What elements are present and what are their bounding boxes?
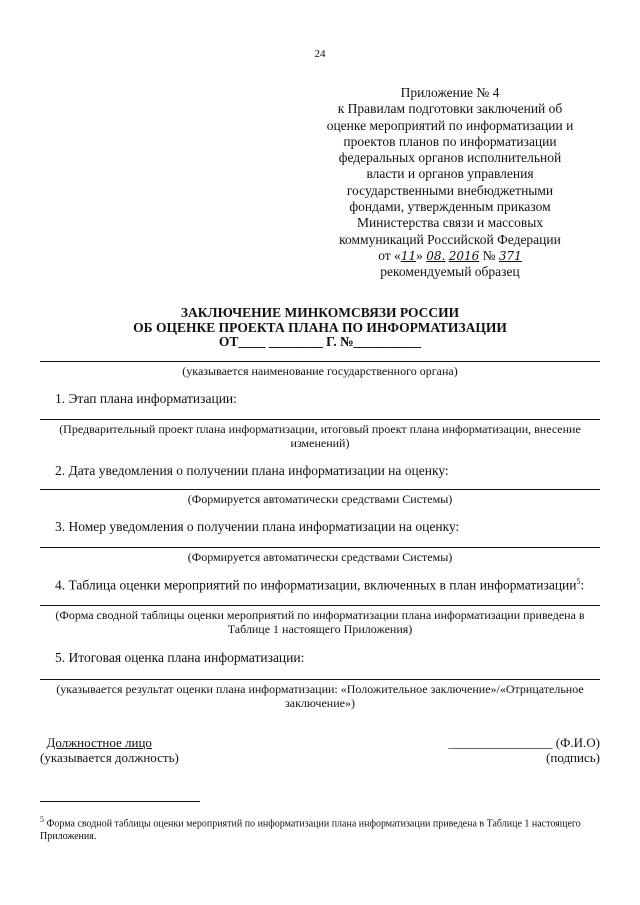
footnote-ref: 5	[576, 577, 581, 586]
item-4-label-text: 4. Таблица оценки мероприятий по информатизации, включенных в план информатизации	[55, 577, 577, 593]
item-1-line	[40, 419, 600, 420]
date-year-handwritten: 2016	[448, 248, 480, 263]
title-line-1: ЗАКЛЮЧЕНИЕ МИНКОМСВЯЗИ РОССИИ	[180, 305, 460, 320]
number-sign: №	[482, 247, 496, 263]
footnote-mark: 5	[40, 815, 44, 824]
org-name-line	[40, 361, 600, 362]
date-prefix: от «	[378, 247, 401, 263]
item-4-line	[40, 605, 600, 606]
item-1-caption: (Предварительный проект плана информатизации, итоговый проект плана информатизации, внесение изменений)	[59, 422, 581, 450]
appendix-block	[300, 85, 600, 281]
appendix-line: государственными внебюджетными	[346, 182, 554, 198]
appendix-line: федеральных органов исполнительной	[338, 150, 562, 166]
item-5-line	[40, 679, 600, 680]
appendix-line: к Правилам подготовки заключений об	[337, 101, 563, 117]
official-position: Должностное лицо	[46, 735, 152, 750]
footnote-text: Форма сводной таблицы оценки мероприятий по информатизации плана информатизации приведена в Таблице 1 настоящего Приложения.	[40, 818, 581, 843]
footnote	[40, 813, 600, 843]
org-caption: (указывается наименование государственного органа)	[182, 364, 458, 378]
fio-row	[449, 735, 600, 750]
title-line-2: ОБ ОЦЕНКЕ ПРОЕКТА ПЛАНА ПО ИНФОРМАТИЗАЦИИ	[133, 319, 507, 335]
official-block	[40, 735, 179, 765]
official-position-hint: (указывается должность)	[40, 750, 179, 765]
date-sep: »	[416, 247, 423, 263]
fio-label: (Ф.И.О)	[555, 735, 600, 750]
order-date-line	[300, 248, 600, 264]
item-5-caption: (указывается результат оценки плана информатизации: «Положительное заключение»/«Отрицательное заключение»)	[56, 682, 584, 710]
item-2-line	[40, 489, 600, 490]
appendix-line: фондами, утвержденным приказом	[349, 199, 551, 215]
signature-block	[449, 735, 600, 765]
item-1-label: 1. Этап плана информатизации:	[55, 391, 237, 406]
document-title	[0, 306, 640, 350]
signature-hint: (подпись)	[546, 750, 600, 765]
title-line-3: ОТ____ ________ Г. №__________	[218, 334, 422, 349]
order-number-handwritten: 371	[498, 248, 522, 263]
footnote-separator	[40, 801, 200, 802]
appendix-line: власти и органов управления	[366, 166, 534, 182]
date-day-handwritten: 11	[400, 248, 417, 263]
item-4-caption: (Форма сводной таблицы оценки мероприятий по информатизации плана информатизации приведена в Таблице 1 настоящего Приложения)	[55, 608, 585, 636]
sample-label: рекомендуемый образец	[380, 264, 520, 280]
appendix-title: Приложение № 4	[400, 85, 500, 100]
item-2-caption: (Формируется автоматически средствами Системы)	[187, 492, 453, 506]
appendix-line: коммуникаций Российской Федерации	[339, 231, 561, 247]
signature-blank-line: ________________	[448, 735, 553, 750]
appendix-line: Министерства связи и массовых	[356, 215, 544, 231]
page-number: 24	[314, 48, 326, 60]
date-month-handwritten: 08.	[426, 248, 446, 263]
item-5-label: 5. Итоговая оценка плана информатизации:	[55, 650, 305, 665]
item-4-label-end: :	[580, 577, 585, 593]
item-3-line	[40, 547, 600, 548]
item-3-label: 3. Номер уведомления о получении плана информатизации на оценку:	[55, 519, 460, 534]
item-2-label: 2. Дата уведомления о получении плана информатизации на оценку:	[55, 463, 449, 478]
item-3-caption: (Формируется автоматически средствами Системы)	[187, 550, 453, 564]
appendix-line: проектов планов по информатизации	[343, 133, 557, 149]
item-4-label	[55, 577, 584, 594]
appendix-line: оценке мероприятий по информатизации и	[326, 117, 574, 133]
